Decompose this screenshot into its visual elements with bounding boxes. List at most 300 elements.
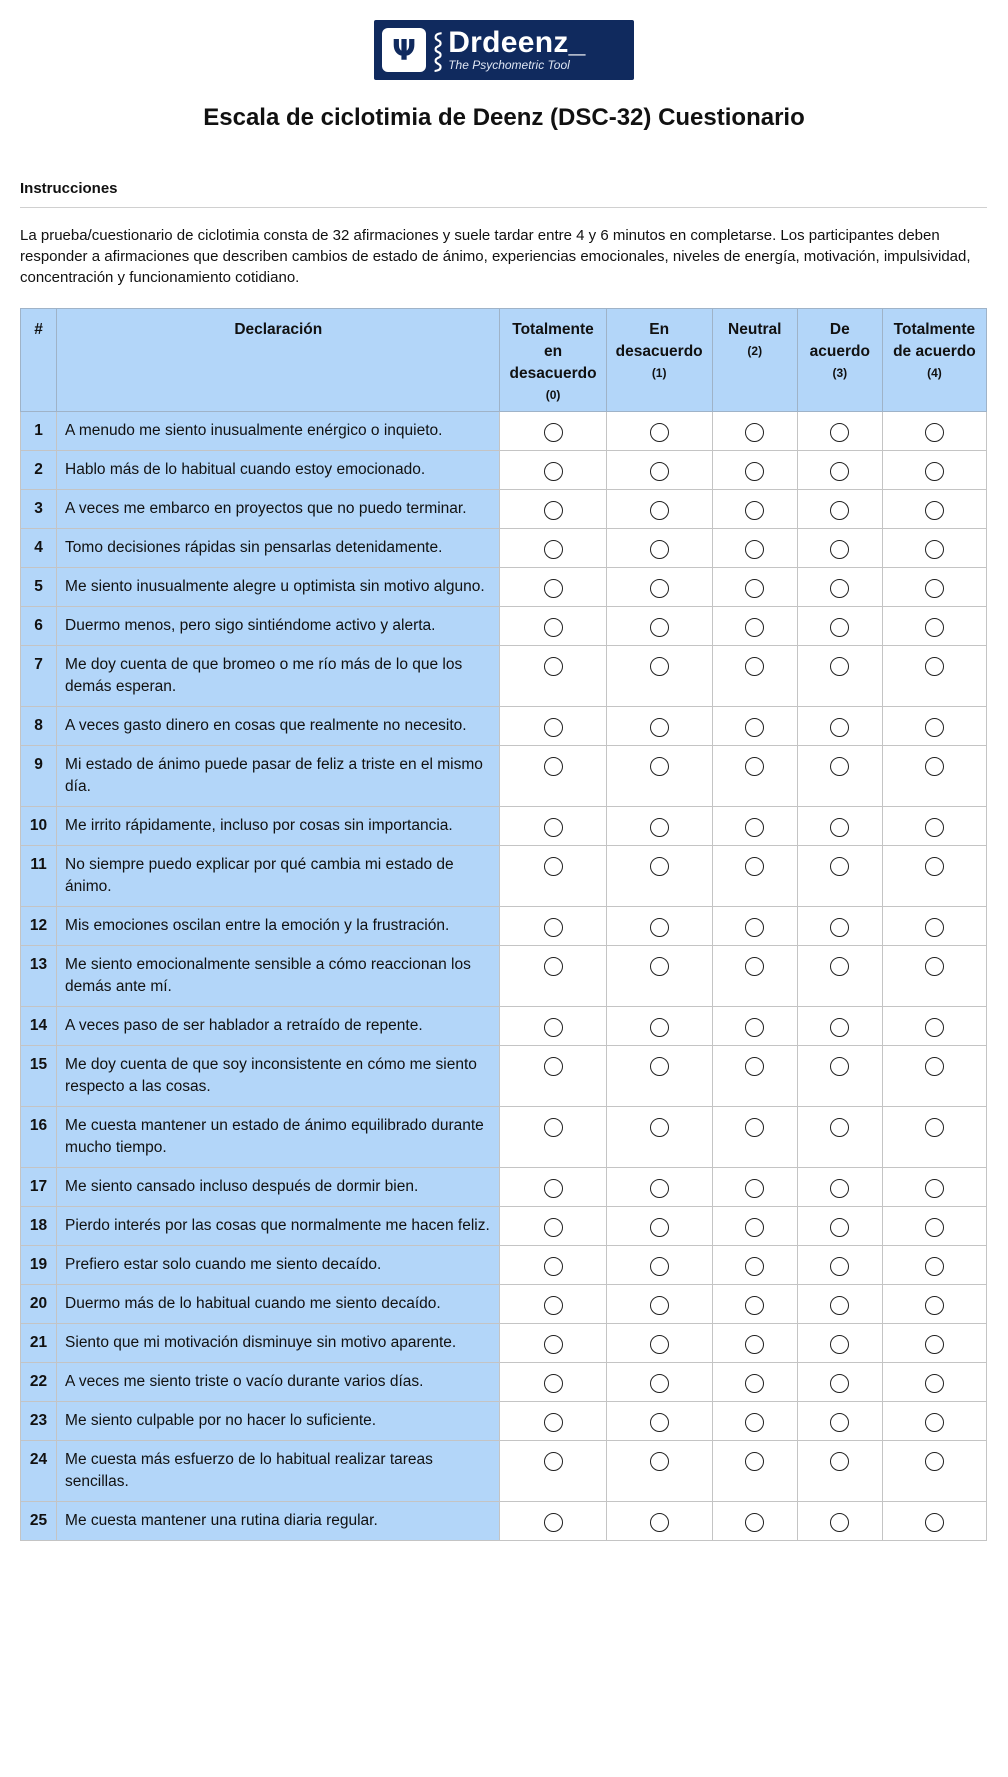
- row-statement: Hablo más de lo habitual cuando estoy emocionado.: [57, 451, 500, 490]
- option-cell-2: [712, 412, 797, 451]
- radio-option-2[interactable]: [745, 579, 764, 598]
- option-cell-1: [606, 1402, 712, 1441]
- radio-option-4[interactable]: [925, 957, 944, 976]
- row-number: 22: [21, 1363, 57, 1402]
- radio-option-3[interactable]: [830, 918, 849, 937]
- radio-option-3[interactable]: [830, 579, 849, 598]
- radio-option-2[interactable]: [745, 1413, 764, 1432]
- row-number: 1: [21, 412, 57, 451]
- option-cell-3: [797, 846, 882, 907]
- option-cell-3: [797, 1046, 882, 1107]
- table-row: [21, 1046, 987, 1107]
- option-cell-3: [797, 1246, 882, 1285]
- radio-option-4[interactable]: [925, 462, 944, 481]
- radio-option-1[interactable]: [650, 1513, 669, 1532]
- option-cell-1: [606, 907, 712, 946]
- row-statement: Me irrito rápidamente, incluso por cosas sin importancia.: [57, 807, 500, 846]
- table-row: [21, 451, 987, 490]
- row-number: 5: [21, 568, 57, 607]
- header-option-code: (4): [927, 366, 942, 380]
- radio-option-0[interactable]: [544, 818, 563, 837]
- row-statement: Mis emociones oscilan entre la emoción y la frustración.: [57, 907, 500, 946]
- row-number: 16: [21, 1107, 57, 1168]
- option-cell-2: [712, 1324, 797, 1363]
- radio-option-1[interactable]: [650, 1218, 669, 1237]
- option-cell-0: [500, 1107, 606, 1168]
- header-option-code: (0): [545, 388, 561, 402]
- option-cell-3: [797, 646, 882, 707]
- radio-option-4[interactable]: [925, 1335, 944, 1354]
- option-cell-0: [500, 529, 606, 568]
- radio-option-4[interactable]: [925, 1413, 944, 1432]
- option-cell-0: [500, 490, 606, 529]
- row-statement: A veces me siento triste o vacío durante varios días.: [57, 1363, 500, 1402]
- option-cell-1: [606, 846, 712, 907]
- radio-option-2[interactable]: [745, 718, 764, 737]
- row-number: 10: [21, 807, 57, 846]
- radio-option-3[interactable]: [830, 1179, 849, 1198]
- radio-option-4[interactable]: [925, 423, 944, 442]
- radio-option-1[interactable]: [650, 1296, 669, 1315]
- option-cell-1: [606, 746, 712, 807]
- option-cell-2: [712, 1285, 797, 1324]
- radio-option-1[interactable]: [650, 1452, 669, 1471]
- option-cell-2: [712, 646, 797, 707]
- radio-option-2[interactable]: [745, 618, 764, 637]
- psi-logo-icon: Ψ: [382, 28, 426, 72]
- option-cell-1: [606, 707, 712, 746]
- row-number: 13: [21, 946, 57, 1007]
- radio-option-2[interactable]: [745, 540, 764, 559]
- option-cell-3: [797, 1007, 882, 1046]
- radio-option-1[interactable]: [650, 1257, 669, 1276]
- radio-option-4[interactable]: [925, 540, 944, 559]
- radio-option-0[interactable]: [544, 757, 563, 776]
- radio-option-1[interactable]: [650, 1118, 669, 1137]
- option-cell-3: [797, 907, 882, 946]
- option-cell-0: [500, 607, 606, 646]
- radio-option-2[interactable]: [745, 657, 764, 676]
- radio-option-3[interactable]: [830, 1413, 849, 1432]
- radio-option-0[interactable]: [544, 1513, 563, 1532]
- header-option-2: [712, 309, 797, 412]
- option-cell-3: [797, 529, 882, 568]
- option-cell-0: [500, 1285, 606, 1324]
- option-cell-4: [882, 1046, 986, 1107]
- option-cell-0: [500, 846, 606, 907]
- radio-option-1[interactable]: [650, 918, 669, 937]
- radio-option-1[interactable]: [650, 718, 669, 737]
- table-row: [21, 568, 987, 607]
- table-row: [21, 1107, 987, 1168]
- option-cell-1: [606, 1363, 712, 1402]
- radio-option-2[interactable]: [745, 818, 764, 837]
- brand-logo: [374, 20, 634, 80]
- row-statement: A veces gasto dinero en cosas que realmente no necesito.: [57, 707, 500, 746]
- logo-text: [448, 28, 585, 72]
- radio-option-2[interactable]: [745, 1452, 764, 1471]
- radio-option-3[interactable]: [830, 1374, 849, 1393]
- row-statement: Me doy cuenta de que soy inconsistente en cómo me siento respecto a las cosas.: [57, 1046, 500, 1107]
- option-cell-2: [712, 1402, 797, 1441]
- radio-option-3[interactable]: [830, 1218, 849, 1237]
- radio-option-1[interactable]: [650, 501, 669, 520]
- radio-option-3[interactable]: [830, 718, 849, 737]
- option-cell-4: [882, 1007, 986, 1046]
- option-cell-3: [797, 1168, 882, 1207]
- radio-option-4[interactable]: [925, 1296, 944, 1315]
- radio-option-2[interactable]: [745, 423, 764, 442]
- option-cell-0: [500, 412, 606, 451]
- option-cell-4: [882, 1246, 986, 1285]
- option-cell-4: [882, 1502, 986, 1541]
- option-cell-3: [797, 1402, 882, 1441]
- radio-option-0[interactable]: [544, 657, 563, 676]
- option-cell-3: [797, 451, 882, 490]
- header-option-label: Totalmente en desacuerdo: [509, 321, 597, 382]
- radio-option-3[interactable]: [830, 857, 849, 876]
- option-cell-1: [606, 607, 712, 646]
- option-cell-2: [712, 1007, 797, 1046]
- row-number: 3: [21, 490, 57, 529]
- row-statement: No siempre puedo explicar por qué cambia mi estado de ánimo.: [57, 846, 500, 907]
- option-cell-2: [712, 1107, 797, 1168]
- radio-option-4[interactable]: [925, 579, 944, 598]
- radio-option-2[interactable]: [745, 1335, 764, 1354]
- table-row: [21, 807, 987, 846]
- row-statement: Pierdo interés por las cosas que normalmente me hacen feliz.: [57, 1207, 500, 1246]
- option-cell-1: [606, 1107, 712, 1168]
- option-cell-2: [712, 807, 797, 846]
- row-number: 8: [21, 707, 57, 746]
- header-statement: Declaración: [57, 309, 500, 412]
- option-cell-1: [606, 412, 712, 451]
- option-cell-0: [500, 746, 606, 807]
- row-statement: Me cuesta mantener un estado de ánimo equilibrado durante mucho tiempo.: [57, 1107, 500, 1168]
- radio-option-0[interactable]: [544, 1374, 563, 1393]
- radio-option-1[interactable]: [650, 579, 669, 598]
- radio-option-2[interactable]: [745, 1257, 764, 1276]
- row-statement: Mi estado de ánimo puede pasar de feliz a triste en el mismo día.: [57, 746, 500, 807]
- option-cell-3: [797, 568, 882, 607]
- radio-option-3[interactable]: [830, 423, 849, 442]
- option-cell-1: [606, 490, 712, 529]
- logo-name: Drdeenz_: [448, 26, 586, 59]
- option-cell-2: [712, 1168, 797, 1207]
- radio-option-4[interactable]: [925, 657, 944, 676]
- option-cell-2: [712, 1363, 797, 1402]
- row-number: 25: [21, 1502, 57, 1541]
- radio-option-0[interactable]: [544, 857, 563, 876]
- row-number: 7: [21, 646, 57, 707]
- option-cell-0: [500, 568, 606, 607]
- row-statement: Duermo menos, pero sigo sintiéndome activo y alerta.: [57, 607, 500, 646]
- header-option-code: (3): [832, 366, 848, 380]
- radio-option-0[interactable]: [544, 618, 563, 637]
- radio-option-1[interactable]: [650, 462, 669, 481]
- radio-option-4[interactable]: [925, 1452, 944, 1471]
- option-cell-4: [882, 1207, 986, 1246]
- radio-option-4[interactable]: [925, 757, 944, 776]
- radio-option-3[interactable]: [830, 1335, 849, 1354]
- option-cell-2: [712, 1441, 797, 1502]
- radio-option-0[interactable]: [544, 1018, 563, 1037]
- radio-option-2[interactable]: [745, 1118, 764, 1137]
- radio-option-0[interactable]: [544, 718, 563, 737]
- option-cell-0: [500, 1046, 606, 1107]
- option-cell-4: [882, 846, 986, 907]
- radio-option-3[interactable]: [830, 1257, 849, 1276]
- option-cell-0: [500, 1502, 606, 1541]
- row-number: 18: [21, 1207, 57, 1246]
- divider: [20, 207, 987, 208]
- option-cell-0: [500, 1441, 606, 1502]
- radio-option-4[interactable]: [925, 1118, 944, 1137]
- radio-option-1[interactable]: [650, 757, 669, 776]
- radio-option-1[interactable]: [650, 540, 669, 559]
- radio-option-2[interactable]: [745, 1513, 764, 1532]
- option-cell-3: [797, 607, 882, 646]
- row-statement: Duermo más de lo habitual cuando me siento decaído.: [57, 1285, 500, 1324]
- option-cell-4: [882, 412, 986, 451]
- radio-option-3[interactable]: [830, 657, 849, 676]
- radio-option-0[interactable]: [544, 1218, 563, 1237]
- radio-option-3[interactable]: [830, 757, 849, 776]
- radio-option-3[interactable]: [830, 1118, 849, 1137]
- table-header-row: [21, 309, 987, 412]
- option-cell-1: [606, 529, 712, 568]
- option-cell-0: [500, 451, 606, 490]
- row-number: 20: [21, 1285, 57, 1324]
- row-statement: Me siento cansado incluso después de dormir bien.: [57, 1168, 500, 1207]
- row-number: 14: [21, 1007, 57, 1046]
- radio-option-1[interactable]: [650, 1179, 669, 1198]
- radio-option-4[interactable]: [925, 918, 944, 937]
- radio-option-4[interactable]: [925, 1257, 944, 1276]
- row-statement: A veces me embarco en proyectos que no puedo terminar.: [57, 490, 500, 529]
- radio-option-1[interactable]: [650, 1057, 669, 1076]
- table-row: [21, 1502, 987, 1541]
- radio-option-4[interactable]: [925, 1179, 944, 1198]
- radio-option-1[interactable]: [650, 423, 669, 442]
- option-cell-3: [797, 490, 882, 529]
- radio-option-0[interactable]: [544, 918, 563, 937]
- radio-option-0[interactable]: [544, 1057, 563, 1076]
- radio-option-0[interactable]: [544, 1118, 563, 1137]
- row-number: 9: [21, 746, 57, 807]
- radio-option-3[interactable]: [830, 1513, 849, 1532]
- radio-option-0[interactable]: [544, 1335, 563, 1354]
- table-row: [21, 490, 987, 529]
- radio-option-4[interactable]: [925, 1018, 944, 1037]
- row-number: 11: [21, 846, 57, 907]
- header-option-code: (2): [747, 344, 763, 358]
- header-option-label: En desacuerdo: [615, 321, 703, 360]
- option-cell-3: [797, 1107, 882, 1168]
- option-cell-2: [712, 568, 797, 607]
- radio-option-3[interactable]: [830, 957, 849, 976]
- table-row: [21, 1441, 987, 1502]
- option-cell-0: [500, 1402, 606, 1441]
- radio-option-1[interactable]: [650, 857, 669, 876]
- table-row: [21, 1246, 987, 1285]
- radio-option-4[interactable]: [925, 618, 944, 637]
- option-cell-2: [712, 707, 797, 746]
- option-cell-4: [882, 490, 986, 529]
- row-number: 12: [21, 907, 57, 946]
- radio-option-3[interactable]: [830, 1057, 849, 1076]
- radio-option-2[interactable]: [745, 957, 764, 976]
- radio-option-1[interactable]: [650, 957, 669, 976]
- radio-option-2[interactable]: [745, 1057, 764, 1076]
- row-statement: Me doy cuenta de que bromeo o me río más de lo que los demás esperan.: [57, 646, 500, 707]
- radio-option-1[interactable]: [650, 618, 669, 637]
- instructions-heading: Instrucciones: [20, 180, 118, 197]
- radio-option-3[interactable]: [830, 818, 849, 837]
- radio-option-1[interactable]: [650, 657, 669, 676]
- option-cell-0: [500, 1207, 606, 1246]
- radio-option-2[interactable]: [745, 1374, 764, 1393]
- radio-option-2[interactable]: [745, 757, 764, 776]
- option-cell-4: [882, 1363, 986, 1402]
- option-cell-1: [606, 1246, 712, 1285]
- radio-option-3[interactable]: [830, 501, 849, 520]
- radio-option-3[interactable]: [830, 1296, 849, 1315]
- radio-option-0[interactable]: [544, 579, 563, 598]
- radio-option-0[interactable]: [544, 1413, 563, 1432]
- radio-option-0[interactable]: [544, 957, 563, 976]
- header-option-3: [797, 309, 882, 412]
- header-option-1: [606, 309, 712, 412]
- radio-option-3[interactable]: [830, 540, 849, 559]
- radio-option-2[interactable]: [745, 1296, 764, 1315]
- option-cell-2: [712, 1502, 797, 1541]
- row-statement: Me cuesta mantener una rutina diaria regular.: [57, 1502, 500, 1541]
- option-cell-1: [606, 568, 712, 607]
- radio-option-0[interactable]: [544, 501, 563, 520]
- radio-option-0[interactable]: [544, 1179, 563, 1198]
- table-row: [21, 946, 987, 1007]
- questionnaire-table: [20, 308, 987, 1541]
- radio-option-4[interactable]: [925, 818, 944, 837]
- option-cell-0: [500, 707, 606, 746]
- radio-option-2[interactable]: [745, 1018, 764, 1037]
- header-option-label: De acuerdo: [809, 321, 870, 360]
- table-row: [21, 646, 987, 707]
- row-number: 4: [21, 529, 57, 568]
- radio-option-3[interactable]: [830, 1452, 849, 1471]
- option-cell-0: [500, 1007, 606, 1046]
- option-cell-2: [712, 746, 797, 807]
- radio-option-0[interactable]: [544, 1296, 563, 1315]
- option-cell-2: [712, 490, 797, 529]
- option-cell-0: [500, 1246, 606, 1285]
- row-number: 23: [21, 1402, 57, 1441]
- option-cell-4: [882, 746, 986, 807]
- radio-option-0[interactable]: [544, 423, 563, 442]
- option-cell-4: [882, 946, 986, 1007]
- option-cell-2: [712, 607, 797, 646]
- questionnaire-body: [21, 412, 987, 1541]
- option-cell-3: [797, 1324, 882, 1363]
- radio-option-1[interactable]: [650, 1413, 669, 1432]
- option-cell-4: [882, 1324, 986, 1363]
- radio-option-2[interactable]: [745, 1218, 764, 1237]
- option-cell-4: [882, 807, 986, 846]
- row-number: 21: [21, 1324, 57, 1363]
- option-cell-0: [500, 1324, 606, 1363]
- option-cell-1: [606, 1046, 712, 1107]
- radio-option-1[interactable]: [650, 818, 669, 837]
- option-cell-2: [712, 946, 797, 1007]
- radio-option-2[interactable]: [745, 1179, 764, 1198]
- row-number: 2: [21, 451, 57, 490]
- radio-option-1[interactable]: [650, 1018, 669, 1037]
- radio-option-2[interactable]: [745, 501, 764, 520]
- option-cell-1: [606, 451, 712, 490]
- option-cell-1: [606, 646, 712, 707]
- radio-option-4[interactable]: [925, 1374, 944, 1393]
- radio-option-3[interactable]: [830, 618, 849, 637]
- table-row: [21, 1402, 987, 1441]
- option-cell-3: [797, 946, 882, 1007]
- option-cell-4: [882, 1107, 986, 1168]
- option-cell-1: [606, 946, 712, 1007]
- option-cell-1: [606, 1324, 712, 1363]
- radio-option-0[interactable]: [544, 462, 563, 481]
- radio-option-0[interactable]: [544, 540, 563, 559]
- page-title: Escala de ciclotimia de Deenz (DSC-32) Cuestionario: [203, 104, 805, 131]
- row-statement: Me siento inusualmente alegre u optimista sin motivo alguno.: [57, 568, 500, 607]
- wave-logo-icon: ⸾: [432, 30, 445, 70]
- table-row: [21, 412, 987, 451]
- table-row: [21, 1285, 987, 1324]
- option-cell-1: [606, 1502, 712, 1541]
- instructions-text: La prueba/cuestionario de ciclotimia consta de 32 afirmaciones y suele tardar entre 4 y 6 minutos en completarse. Los participantes deben responder a afirmaciones que describen cambios de estado de ánimo, experiencias emocionales, niveles de energía, motivación, impulsividad, concentración y funcionamiento cotidiano.: [20, 227, 971, 286]
- option-cell-1: [606, 1207, 712, 1246]
- option-cell-3: [797, 746, 882, 807]
- radio-option-0[interactable]: [544, 1257, 563, 1276]
- option-cell-1: [606, 807, 712, 846]
- table-row: [21, 607, 987, 646]
- option-cell-0: [500, 946, 606, 1007]
- row-number: 19: [21, 1246, 57, 1285]
- row-statement: A menudo me siento inusualmente enérgico o inquieto.: [57, 412, 500, 451]
- table-row: [21, 746, 987, 807]
- radio-option-1[interactable]: [650, 1374, 669, 1393]
- option-cell-3: [797, 807, 882, 846]
- option-cell-4: [882, 646, 986, 707]
- radio-option-3[interactable]: [830, 1018, 849, 1037]
- table-row: [21, 1168, 987, 1207]
- radio-option-4[interactable]: [925, 501, 944, 520]
- radio-option-4[interactable]: [925, 1218, 944, 1237]
- radio-option-1[interactable]: [650, 1335, 669, 1354]
- radio-option-3[interactable]: [830, 462, 849, 481]
- radio-option-2[interactable]: [745, 918, 764, 937]
- radio-option-2[interactable]: [745, 462, 764, 481]
- radio-option-4[interactable]: [925, 1513, 944, 1532]
- option-cell-0: [500, 807, 606, 846]
- option-cell-3: [797, 1285, 882, 1324]
- option-cell-0: [500, 1363, 606, 1402]
- radio-option-4[interactable]: [925, 1057, 944, 1076]
- radio-option-4[interactable]: [925, 718, 944, 737]
- row-statement: Prefiero estar solo cuando me siento decaído.: [57, 1246, 500, 1285]
- radio-option-0[interactable]: [544, 1452, 563, 1471]
- radio-option-4[interactable]: [925, 857, 944, 876]
- radio-option-2[interactable]: [745, 857, 764, 876]
